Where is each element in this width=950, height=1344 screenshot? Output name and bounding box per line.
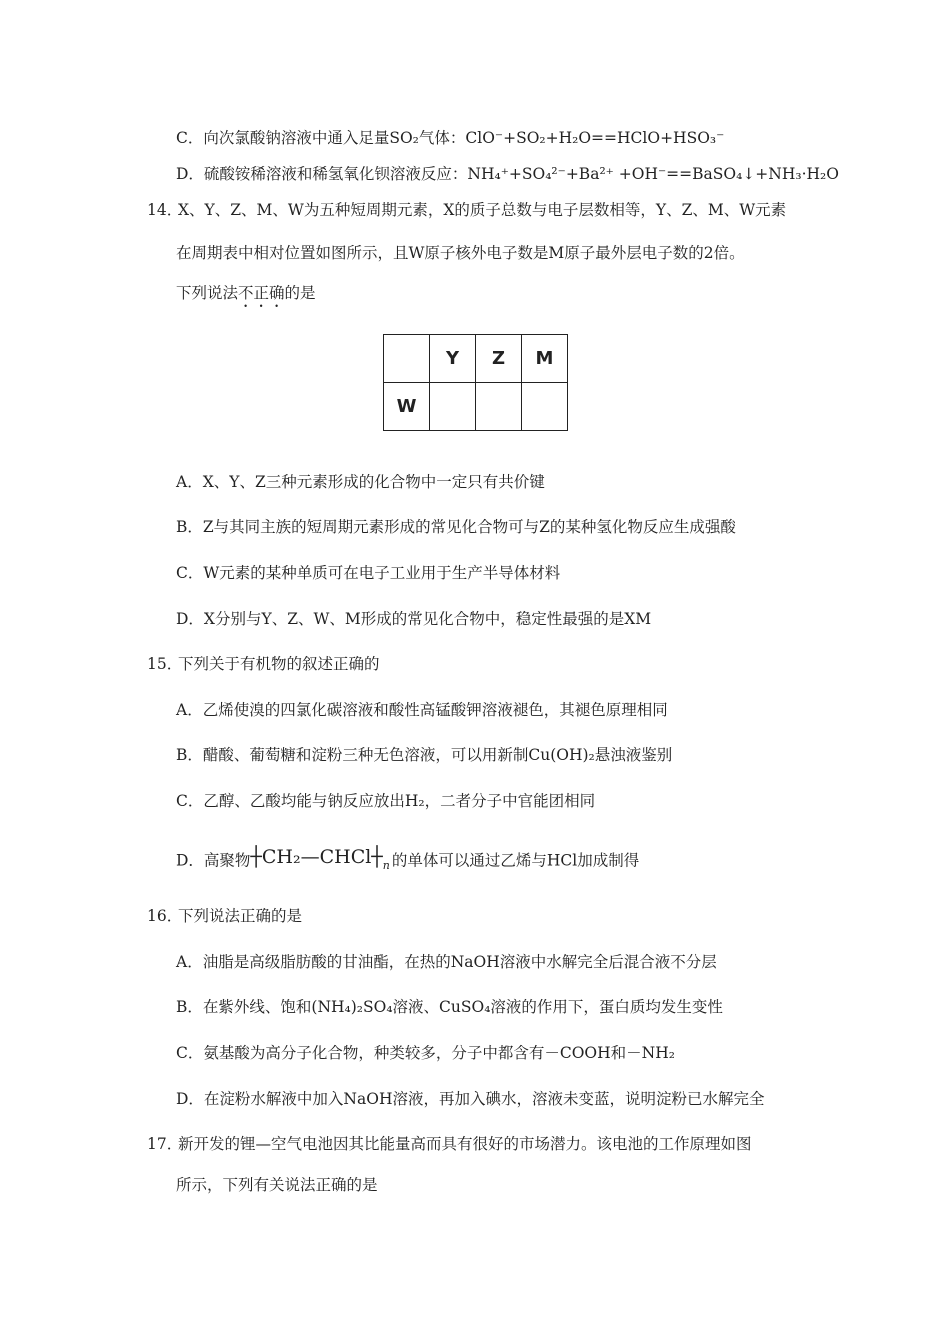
q14-option-c: C．W元素的某种单质可在电子工业用于生产半导体材料 (176, 564, 561, 582)
table-cell (430, 383, 476, 431)
table-cell-z: Z (476, 335, 522, 383)
q15-option-b: B．醋酸、葡萄糖和淀粉三种无色溶液，可以用新制Cu(OH)₂悬浊液鉴别 (176, 746, 673, 764)
q14-stem-post: 的是 (284, 284, 316, 302)
table-cell (522, 383, 568, 431)
q14-option-b: B．Z与其同主族的短周期元素形成的常见化合物可与Z的某种氢化物反应生成强酸 (176, 518, 736, 536)
table-cell-y: Y (430, 335, 476, 383)
q15-option-d (176, 843, 639, 880)
q16-number: 16． (147, 907, 183, 925)
q14-number: 14． (147, 201, 183, 219)
q16-stem: 下列说法正确的是 (178, 907, 303, 925)
periodic-table-fragment (383, 334, 568, 431)
q15-option-d-pre: D．高聚物 (176, 851, 251, 870)
q17-number: 17． (147, 1135, 183, 1153)
q14-stem-emphasis: 不正确 (238, 284, 285, 302)
q16-option-b: B．在紫外线、饱和(NH₄)₂SO₄溶液、CuSO₄溶液的作用下，蛋白质均发生变性 (176, 998, 723, 1016)
table-cell (476, 383, 522, 431)
q14-option-a: A．X、Y、Z三种元素形成的化合物中一定只有共价键 (176, 473, 545, 491)
q13-option-c: C．向次氯酸钠溶液中通入足量SO₂气体：ClO⁻+SO₂+H₂O==HClO+HSO₃⁻ (176, 129, 725, 147)
q17-stem-line1: 新开发的锂—空气电池因其比能量高而具有很好的市场潜力。该电池的工作原理如图 (178, 1135, 752, 1153)
table-row (384, 383, 568, 431)
polymer-subscript-n: n (382, 859, 390, 872)
polymer-formula (250, 843, 389, 880)
q16-option-d: D．在淀粉水解液中加入NaOH溶液，再加入碘水，溶液未变蓝，说明淀粉已水解完全 (176, 1090, 765, 1108)
q14-option-d: D．X分别与Y、Z、W、M形成的常见化合物中，稳定性最强的是XM (176, 610, 652, 628)
q14-stem-line2: 在周期表中相对位置如图所示，且W原子核外电子数是M原子最外层电子数的2倍。 (176, 244, 745, 262)
q14-stem-line1: X、Y、Z、M、W为五种短周期元素，X的质子总数与电子层数相等，Y、Z、M、W元素 (178, 201, 787, 219)
table-cell-m: M (522, 335, 568, 383)
q16-option-c: C．氨基酸为高分子化合物，种类较多，分子中都含有－COOH和－NH₂ (176, 1044, 675, 1062)
q15-number: 15． (147, 655, 183, 673)
q15-option-d-post: 的单体可以通过乙烯与HCl加成制得 (391, 851, 640, 870)
table-cell (384, 335, 430, 383)
table-cell-w: W (384, 383, 430, 431)
polymer-formula-body: ┼CH₂—CHCl┼ (250, 846, 383, 868)
q13-option-d: D．硫酸铵稀溶液和稀氢氧化钡溶液反应：NH₄⁺+SO₄²⁻+Ba²⁺ +OH⁻==BaSO₄↓+NH₃·H₂O (176, 165, 839, 183)
q14-stem-pre: 下列说法 (176, 284, 239, 302)
q16-option-a: A．油脂是高级脂肪酸的甘油酯，在热的NaOH溶液中水解完全后混合液不分层 (176, 953, 717, 971)
q17-stem-line2: 所示，下列有关说法正确的是 (176, 1176, 378, 1194)
q15-option-a: A．乙烯使溴的四氯化碳溶液和酸性高锰酸钾溶液褪色，其褪色原理相同 (176, 701, 668, 719)
q15-stem: 下列关于有机物的叙述正确的 (178, 655, 380, 673)
q15-option-c: C．乙醇、乙酸均能与钠反应放出H₂，二者分子中官能团相同 (176, 792, 596, 810)
q14-stem-line3 (176, 283, 316, 311)
table-row (384, 335, 568, 383)
